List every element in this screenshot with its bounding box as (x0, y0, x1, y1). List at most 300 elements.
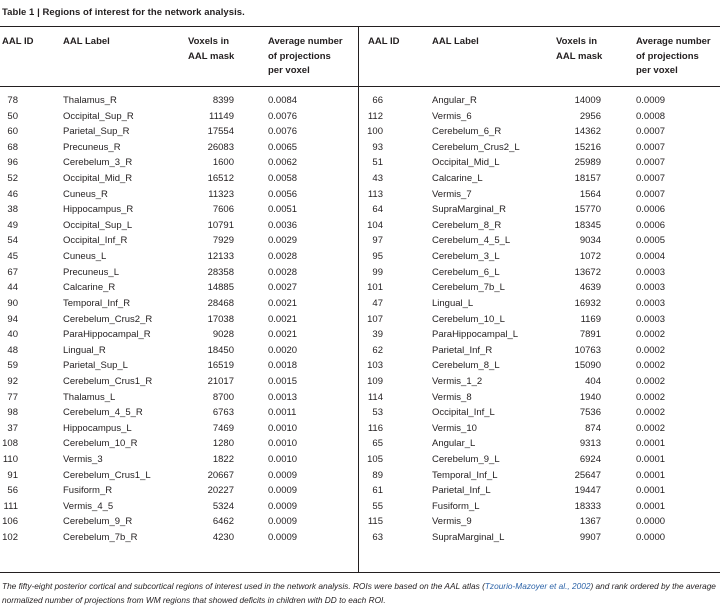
table-row (0, 499, 358, 515)
table-row (359, 93, 720, 109)
cell-average-projections: 0.0051 (268, 204, 298, 216)
cell-voxels: 20227 (207, 485, 234, 497)
table-row (0, 187, 358, 203)
cell-aal-label: Cerebelum_Crus2_R (63, 313, 153, 325)
cell-average-projections: 0.0002 (636, 329, 666, 341)
table-row (0, 530, 358, 546)
cell-aal-label: Cerebelum_3_R (63, 157, 133, 169)
table-row (359, 249, 720, 265)
table-row (0, 280, 358, 296)
cell-average-projections: 0.0003 (636, 297, 666, 309)
cell-average-projections: 0.0007 (636, 141, 666, 153)
cell-aal-id: 44 (7, 282, 18, 294)
cell-aal-id: 55 (372, 500, 383, 512)
cell-average-projections: 0.0000 (636, 516, 666, 528)
table-row (359, 358, 720, 374)
cell-aal-label: Cerebelum_7b_L (432, 282, 505, 294)
cell-average-projections: 0.0006 (636, 219, 666, 231)
cell-voxels: 7536 (579, 407, 601, 419)
cell-aal-id: 38 (7, 204, 18, 216)
cell-voxels: 7469 (212, 422, 234, 434)
cell-average-projections: 0.0013 (268, 391, 298, 403)
cell-aal-id: 95 (372, 251, 383, 263)
cell-aal-id: 108 (2, 438, 18, 450)
cell-voxels: 6462 (212, 516, 234, 528)
cell-average-projections: 0.0009 (268, 532, 298, 544)
cell-voxels: 18333 (574, 500, 601, 512)
cell-aal-label: Hippocampus_R (63, 204, 134, 216)
cell-aal-label: Occipital_Mid_L (432, 157, 500, 169)
cell-aal-id: 114 (367, 391, 383, 403)
cell-aal-id: 94 (7, 313, 18, 325)
cell-average-projections: 0.0007 (636, 157, 666, 169)
cell-average-projections: 0.0009 (268, 469, 298, 481)
cell-aal-label: Vermis_3 (63, 454, 103, 466)
header-average-line3: per voxel (636, 65, 678, 76)
cell-aal-label: Precuneus_L (63, 266, 119, 278)
table-row (0, 202, 358, 218)
cell-aal-label: Cerebelum_Crus1_R (63, 375, 153, 387)
cell-aal-label: Thalamus_L (63, 391, 116, 403)
table-row (359, 374, 720, 390)
table-row (0, 265, 358, 281)
cell-aal-label: Cerebelum_10_L (432, 313, 505, 325)
cell-aal-id: 101 (367, 282, 383, 294)
cell-average-projections: 0.0002 (636, 391, 666, 403)
cell-voxels: 10763 (574, 344, 601, 356)
cell-voxels: 4639 (579, 282, 601, 294)
header-average-line2: of projections (636, 50, 699, 62)
cell-average-projections: 0.0001 (636, 438, 666, 450)
table-row (359, 296, 720, 312)
cell-aal-id: 105 (367, 454, 383, 466)
cell-aal-id: 66 (372, 95, 383, 106)
cell-aal-label: Lingual_L (432, 297, 474, 309)
cell-voxels: 17038 (207, 313, 234, 325)
cell-aal-label: Vermis_1_2 (432, 375, 483, 387)
cell-aal-id: 62 (372, 344, 383, 356)
cell-average-projections: 0.0002 (636, 422, 666, 434)
table-caption: Table 1 | Regions of interest for the network analysis. (2, 7, 245, 18)
cell-voxels: 16512 (207, 173, 234, 185)
cell-average-projections: 0.0065 (268, 141, 298, 153)
cell-voxels: 9034 (579, 235, 601, 247)
table-row (359, 421, 720, 437)
table-row (0, 249, 358, 265)
cell-voxels: 7891 (579, 329, 601, 341)
cell-voxels: 28358 (207, 266, 234, 278)
cell-aal-label: Parietal_Inf_R (432, 344, 493, 356)
cell-aal-label: Thalamus_R (63, 95, 117, 106)
cell-aal-label: Cerebelum_6_L (432, 266, 500, 278)
cell-aal-label: Angular_R (432, 95, 477, 106)
cell-average-projections: 0.0002 (636, 360, 666, 372)
cell-voxels: 15216 (574, 141, 601, 153)
cell-voxels: 1072 (579, 251, 601, 263)
cell-aal-id: 89 (372, 469, 383, 481)
cell-aal-label: Vermis_8 (432, 391, 472, 403)
cell-average-projections: 0.0084 (268, 95, 298, 106)
footnote-text: The fifty-eight posterior cortical and subcortical regions of interest used in the network analysis. ROIs were based on the AAL atlas ( (2, 581, 485, 591)
cell-aal-id: 53 (372, 407, 383, 419)
cell-aal-id: 49 (7, 219, 18, 231)
header-average-left (268, 35, 343, 79)
cell-aal-id: 64 (372, 204, 383, 216)
cell-voxels: 12133 (207, 251, 234, 263)
cell-average-projections: 0.0001 (636, 454, 666, 466)
cell-aal-label: Cerebelum_4_5_L (432, 235, 511, 247)
table-row (0, 374, 358, 390)
table-row (0, 421, 358, 437)
table-row (359, 327, 720, 343)
cell-voxels: 1822 (212, 454, 234, 466)
cell-aal-id: 68 (7, 141, 18, 153)
cell-aal-label: Cerebelum_6_R (432, 126, 502, 138)
cell-aal-id: 61 (372, 485, 383, 497)
cell-aal-label: Temporal_Inf_L (432, 469, 498, 481)
cell-aal-id: 59 (7, 360, 18, 372)
cell-aal-label: Fusiform_L (432, 500, 480, 512)
header-average-line2: of projections (268, 50, 331, 62)
cell-average-projections: 0.0002 (636, 375, 666, 387)
cell-average-projections: 0.0020 (268, 344, 298, 356)
cell-aal-label: Parietal_Inf_L (432, 485, 491, 497)
table-row (0, 514, 358, 530)
table-row (359, 436, 720, 452)
cell-voxels: 10791 (207, 219, 234, 231)
cell-voxels: 21017 (207, 375, 234, 387)
cell-voxels: 20667 (207, 469, 234, 481)
cell-aal-id: 115 (367, 516, 383, 528)
cell-average-projections: 0.0062 (268, 157, 298, 169)
cell-voxels: 9313 (579, 438, 601, 450)
cell-average-projections: 0.0010 (268, 422, 298, 434)
cell-aal-label: SupraMarginal_L (432, 532, 505, 544)
cell-average-projections: 0.0008 (636, 110, 666, 122)
cell-aal-id: 52 (7, 173, 18, 185)
cell-aal-label: SupraMarginal_R (432, 204, 506, 216)
cell-aal-id: 96 (7, 157, 18, 169)
cell-aal-id: 93 (372, 141, 383, 153)
header-aal-id-right: AAL ID (368, 36, 400, 47)
table-footnote (2, 579, 718, 607)
cell-aal-id: 67 (7, 266, 18, 278)
cell-aal-label: Vermis_6 (432, 110, 472, 122)
table-row (0, 468, 358, 484)
cell-aal-id: 106 (2, 516, 18, 528)
cell-aal-label: Fusiform_R (63, 485, 113, 497)
cell-aal-id: 102 (2, 532, 18, 544)
table-body-left (0, 93, 358, 546)
header-average-line1: Average number (268, 36, 343, 47)
cell-average-projections: 0.0004 (636, 251, 666, 263)
cell-voxels: 25647 (574, 469, 601, 481)
header-voxels-right (556, 35, 602, 64)
cell-aal-id: 100 (367, 126, 383, 138)
table-row (0, 436, 358, 452)
cell-aal-label: ParaHippocampal_L (432, 329, 519, 341)
table-row (0, 109, 358, 125)
header-average-line1: Average number (636, 36, 711, 47)
cell-aal-id: 116 (367, 422, 383, 434)
table-row (0, 296, 358, 312)
cell-average-projections: 0.0056 (268, 188, 298, 200)
cell-voxels: 1169 (580, 313, 601, 325)
cell-voxels: 7606 (212, 204, 234, 216)
table-row (359, 233, 720, 249)
cell-average-projections: 0.0015 (268, 375, 298, 387)
table-row (359, 452, 720, 468)
table-row (359, 499, 720, 515)
cell-aal-label: Cerebelum_7b_R (63, 532, 138, 544)
cell-aal-id: 90 (7, 297, 18, 309)
header-aal-label-left: AAL Label (63, 36, 110, 47)
cell-aal-label: Calcarine_L (432, 173, 483, 185)
table-row (0, 124, 358, 140)
cell-voxels: 11323 (208, 188, 234, 200)
cell-aal-id: 48 (7, 344, 18, 356)
cell-aal-label: Cerebelum_Crus1_L (63, 469, 151, 481)
cell-aal-id: 56 (7, 485, 18, 497)
table-row (359, 312, 720, 328)
cell-aal-id: 54 (7, 235, 18, 247)
cell-average-projections: 0.0011 (268, 407, 297, 419)
cell-aal-id: 46 (7, 188, 18, 200)
cell-aal-label: Occipital_Inf_L (432, 407, 495, 419)
cell-aal-label: ParaHippocampal_R (63, 329, 151, 341)
cell-average-projections: 0.0010 (268, 438, 298, 450)
cell-average-projections: 0.0021 (268, 329, 298, 341)
table-row (0, 140, 358, 156)
cell-aal-label: Cerebelum_4_5_R (63, 407, 143, 419)
header-voxels-line2: AAL mask (556, 50, 603, 62)
cell-voxels: 15770 (574, 204, 601, 216)
cell-average-projections: 0.0010 (268, 454, 298, 466)
cell-aal-label: Calcarine_R (63, 282, 116, 294)
cell-average-projections: 0.0001 (636, 500, 666, 512)
cell-voxels: 25989 (574, 157, 601, 169)
cell-average-projections: 0.0036 (268, 219, 298, 231)
cell-average-projections: 0.0001 (636, 469, 666, 481)
header-voxels-line2: AAL mask (188, 50, 235, 62)
table-row (0, 93, 358, 109)
cell-aal-label: Angular_L (432, 438, 476, 450)
table-row (359, 390, 720, 406)
cell-aal-label: Occipital_Sup_R (63, 110, 134, 122)
table-row (359, 468, 720, 484)
table-body-right (359, 93, 720, 546)
table-row (359, 405, 720, 421)
header-average-right (636, 35, 711, 79)
cell-aal-label: Hippocampus_L (63, 422, 132, 434)
table-row (0, 327, 358, 343)
cell-aal-id: 91 (7, 469, 18, 481)
cell-aal-label: Occipital_Sup_L (63, 219, 133, 231)
cell-voxels: 1564 (579, 188, 601, 200)
cell-aal-id: 92 (7, 375, 18, 387)
cell-average-projections: 0.0058 (268, 173, 298, 185)
header-voxels-line1: Voxels in (188, 36, 230, 47)
cell-voxels: 1367 (579, 516, 601, 528)
cell-average-projections: 0.0001 (636, 485, 666, 497)
cell-aal-label: Vermis_10 (432, 422, 477, 434)
cell-aal-id: 51 (372, 157, 383, 169)
table-row (0, 390, 358, 406)
cell-voxels: 6763 (212, 407, 234, 419)
cell-average-projections: 0.0028 (268, 266, 298, 278)
cell-aal-id: 47 (372, 297, 383, 309)
cell-average-projections: 0.0005 (636, 235, 666, 247)
cell-aal-id: 111 (3, 500, 18, 512)
cell-average-projections: 0.0007 (636, 173, 666, 185)
cell-aal-id: 63 (372, 532, 383, 544)
cell-average-projections: 0.0006 (636, 204, 666, 216)
cell-average-projections: 0.0000 (636, 532, 666, 544)
cell-voxels: 14362 (574, 126, 601, 138)
cell-aal-label: Vermis_4_5 (63, 500, 114, 512)
cell-average-projections: 0.0021 (268, 313, 298, 325)
cell-average-projections: 0.0021 (268, 297, 298, 309)
cell-aal-id: 109 (367, 375, 383, 387)
cell-aal-label: Precuneus_R (63, 141, 121, 153)
cell-aal-id: 60 (7, 126, 18, 138)
cell-voxels: 8700 (212, 391, 234, 403)
cell-voxels: 26083 (207, 141, 234, 153)
cell-average-projections: 0.0076 (268, 110, 298, 122)
cell-average-projections: 0.0003 (636, 266, 666, 278)
table-row (359, 343, 720, 359)
cell-voxels: 16519 (207, 360, 234, 372)
cell-voxels: 19447 (574, 485, 601, 497)
cell-voxels: 13672 (574, 266, 601, 278)
header-voxels-left (188, 35, 234, 64)
cell-aal-label: Cerebelum_Crus2_L (432, 141, 520, 153)
table-row (0, 233, 358, 249)
cell-average-projections: 0.0002 (636, 407, 666, 419)
cell-aal-id: 45 (7, 251, 18, 263)
cell-average-projections: 0.0027 (268, 282, 298, 294)
cell-voxels: 404 (585, 375, 601, 387)
table-row (0, 358, 358, 374)
cell-voxels: 15090 (574, 360, 601, 372)
cell-voxels: 14885 (207, 282, 234, 294)
cell-aal-label: Cerebelum_9_L (432, 454, 500, 466)
header-voxels-line1: Voxels in (556, 36, 598, 47)
cell-voxels: 1280 (212, 438, 234, 450)
header-aal-label-right: AAL Label (432, 36, 479, 47)
cell-average-projections: 0.0002 (636, 344, 666, 356)
cell-aal-id: 77 (7, 391, 18, 403)
cell-aal-id: 40 (7, 329, 18, 341)
cell-aal-label: Cerebelum_9_R (63, 516, 133, 528)
cell-voxels: 14009 (574, 95, 601, 106)
table-row (359, 109, 720, 125)
cell-voxels: 2956 (579, 110, 601, 122)
top-rule (0, 26, 720, 27)
cell-voxels: 11149 (208, 110, 234, 122)
table-row (0, 483, 358, 499)
cell-aal-id: 50 (7, 110, 18, 122)
cell-average-projections: 0.0003 (636, 282, 666, 294)
cell-average-projections: 0.0003 (636, 313, 666, 325)
cell-aal-id: 39 (372, 329, 383, 341)
cell-aal-id: 78 (7, 95, 18, 106)
header-rule (0, 86, 720, 87)
cell-aal-label: Occipital_Mid_R (63, 173, 133, 185)
table-row (359, 514, 720, 530)
cell-aal-id: 112 (367, 110, 383, 122)
cell-aal-id: 99 (372, 266, 383, 278)
cell-aal-label: Cuneus_R (63, 188, 108, 200)
cell-aal-id: 110 (2, 454, 18, 466)
footnote-text-end: ) and rank ordered by the average normalized number of projections from WM regions that showed deficits in children with DD to each ROI. (2, 581, 716, 605)
cell-aal-id: 107 (367, 313, 383, 325)
cell-average-projections: 0.0028 (268, 251, 298, 263)
table-row (0, 218, 358, 234)
table-row (359, 483, 720, 499)
cell-aal-label: Temporal_Inf_R (63, 297, 131, 309)
cell-average-projections: 0.0076 (268, 126, 298, 138)
bottom-rule (0, 572, 720, 573)
cell-aal-label: Parietal_Sup_R (63, 126, 130, 138)
cell-aal-id: 103 (367, 360, 383, 372)
table-row (359, 155, 720, 171)
cell-voxels: 9907 (579, 532, 601, 544)
cell-voxels: 1940 (579, 391, 601, 403)
cell-aal-label: Cerebelum_10_R (63, 438, 138, 450)
table-row (359, 140, 720, 156)
cell-voxels: 18345 (574, 219, 601, 231)
cell-voxels: 16932 (574, 297, 601, 309)
cell-aal-label: Occipital_Inf_R (63, 235, 128, 247)
cell-average-projections: 0.0009 (268, 485, 298, 497)
cell-aal-label: Parietal_Sup_L (63, 360, 128, 372)
footnote-citation-link[interactable]: Tzourio-Mazoyer et al., 2002 (484, 581, 591, 591)
cell-average-projections: 0.0029 (268, 235, 298, 247)
table-row (359, 265, 720, 281)
cell-average-projections: 0.0009 (268, 516, 298, 528)
cell-voxels: 7929 (212, 235, 234, 247)
table-row (0, 312, 358, 328)
table-row (359, 280, 720, 296)
cell-voxels: 28468 (207, 297, 234, 309)
cell-aal-label: Cerebelum_8_R (432, 219, 502, 231)
cell-aal-id: 98 (7, 407, 18, 419)
cell-aal-label: Cerebelum_3_L (432, 251, 500, 263)
cell-voxels: 17554 (207, 126, 234, 138)
cell-voxels: 18157 (574, 173, 601, 185)
cell-aal-id: 97 (372, 235, 383, 247)
table-row (359, 202, 720, 218)
cell-voxels: 874 (585, 422, 601, 434)
cell-average-projections: 0.0009 (268, 500, 298, 512)
cell-aal-id: 104 (367, 219, 383, 231)
header-average-line3: per voxel (268, 65, 310, 76)
cell-aal-id: 43 (372, 173, 383, 185)
cell-aal-id: 37 (7, 422, 18, 434)
table-row (0, 171, 358, 187)
cell-voxels: 5324 (212, 500, 234, 512)
cell-average-projections: 0.0018 (268, 360, 298, 372)
table-row (359, 218, 720, 234)
cell-aal-id: 65 (372, 438, 383, 450)
cell-aal-label: Cuneus_L (63, 251, 107, 263)
cell-voxels: 1600 (212, 157, 234, 169)
table-row (359, 530, 720, 546)
table-row (0, 155, 358, 171)
table-row (359, 124, 720, 140)
cell-average-projections: 0.0009 (636, 95, 666, 106)
